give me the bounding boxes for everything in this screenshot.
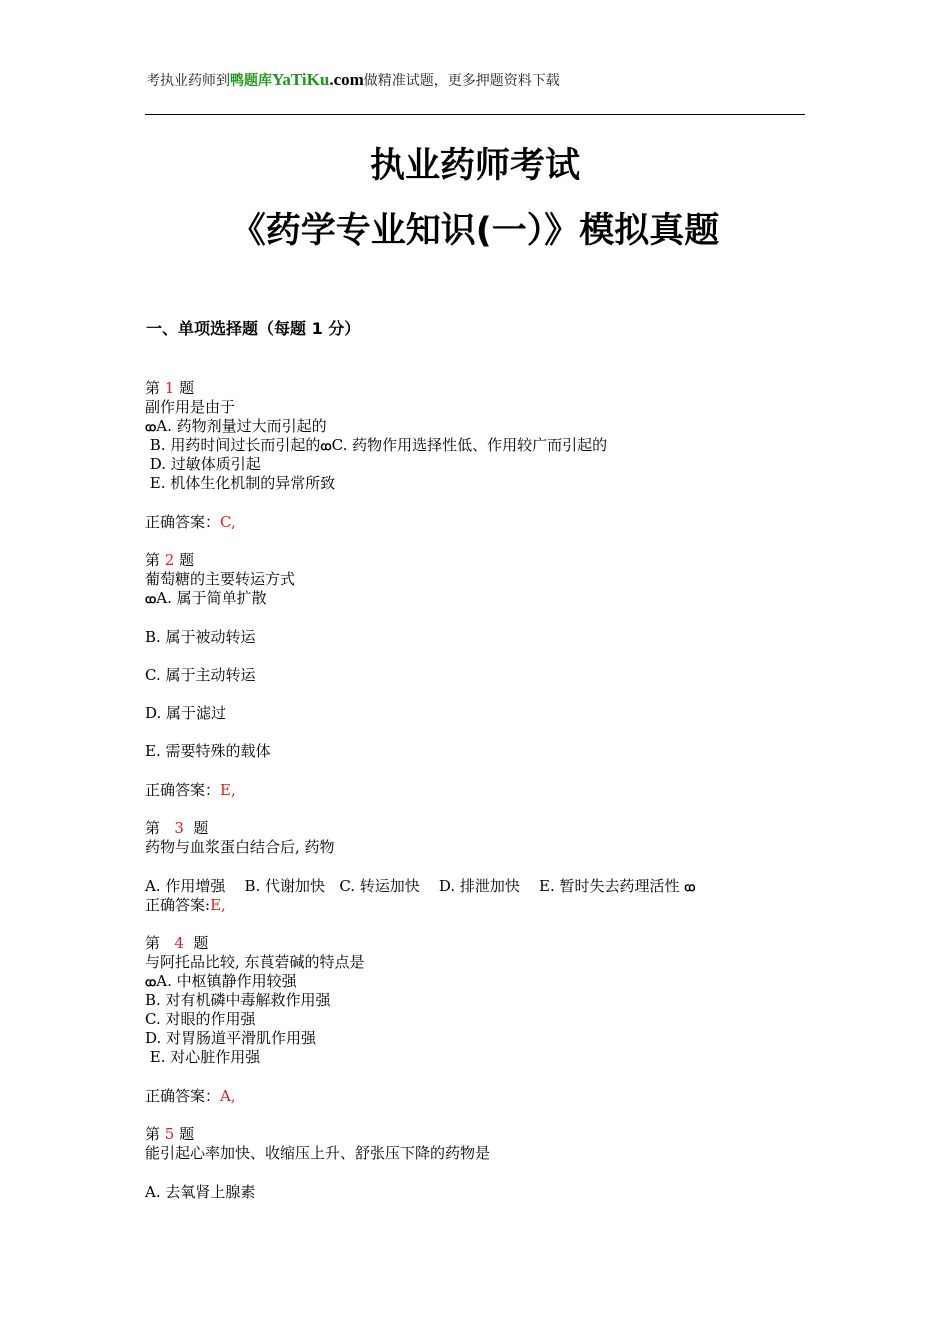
question-3-label: [145, 819, 208, 838]
question-2-answer: [145, 781, 236, 800]
question-5-stem: 能引起心率加快、收缩压上升、舒张压下降的药物是: [145, 1144, 491, 1162]
brand-name-cn[interactable]: 鸭题库: [230, 73, 272, 89]
question-label-post: 题: [193, 819, 209, 837]
question-2-option-a: [145, 589, 267, 609]
question-2-option-e: E. 需要特殊的载体: [145, 742, 271, 760]
question-label-pre: 第: [145, 819, 161, 837]
question-4-stem: 与阿托品比较, 东莨菪碱的特点是: [145, 953, 365, 971]
question-1-options-bc: [145, 436, 607, 456]
option-text: B. 用药时间过长而引起的: [149, 436, 321, 454]
question-4-option-e: [145, 1048, 260, 1067]
question-label-post: 题: [179, 379, 195, 397]
option-text: D. 排泄加快: [438, 877, 520, 895]
option-text: E. 机体生化机制的异常所致: [149, 474, 336, 492]
question-label-post: 题: [179, 1125, 195, 1143]
question-3-answer: [145, 896, 226, 915]
option-text: A. 中枢镇静作用较强: [156, 972, 297, 990]
brand-name-en[interactable]: YaTiKu: [272, 70, 330, 89]
option-text: A. 药物剂量过大而引起的: [156, 417, 327, 435]
answer-value: C,: [220, 513, 236, 531]
brand-domain[interactable]: .com: [329, 70, 364, 89]
question-1-option-d: [145, 455, 261, 474]
question-2-label: [145, 551, 194, 570]
document-subtitle: 《药学专业知识(一）》模拟真题: [230, 211, 720, 251]
answer-value: E,: [220, 781, 236, 799]
question-2-option-c: C. 属于主动转运: [145, 666, 256, 684]
option-text: C. 转运加快: [339, 877, 420, 895]
question-label-pre: 第: [145, 1125, 161, 1143]
question-4-option-b: B. 对有机磷中毒解救作用强: [145, 991, 331, 1009]
header-prefix: 考执业药师到: [146, 73, 230, 89]
option-text: C. 药物作用选择性低、作用较广而引起的: [331, 436, 608, 454]
answer-value: A,: [220, 1087, 236, 1105]
section-heading: 一、单项选择题（每题 1 分）: [146, 319, 361, 338]
question-2-stem: 葡萄糖的主要转运方式: [145, 570, 296, 588]
option-text: E. 对心脏作用强: [149, 1048, 261, 1066]
question-5-option-a: A. 去氧肾上腺素: [145, 1183, 256, 1201]
question-4-answer: [145, 1087, 236, 1106]
header-divider: [145, 114, 805, 115]
answer-label: 正确答案：: [145, 781, 221, 799]
question-2-option-d: D. 属于滤过: [145, 704, 227, 722]
question-2-option-b: B. 属于被动转运: [145, 628, 256, 646]
option-text: D. 过敏体质引起: [149, 455, 261, 473]
question-4-option-a: [145, 972, 297, 992]
option-text: B. 代谢加快: [244, 877, 326, 895]
question-number: 4: [174, 934, 184, 952]
question-1-option-e: [145, 474, 335, 493]
question-number: 1: [164, 379, 175, 397]
mark-icon: ꭃ: [145, 975, 157, 989]
question-1-answer: [145, 513, 236, 532]
question-number: 2: [164, 551, 175, 569]
question-4-option-c: C. 对眼的作用强: [145, 1010, 256, 1028]
mark-icon: ꭃ: [320, 439, 332, 453]
option-text: A. 属于简单扩散: [156, 589, 267, 607]
answer-value: E,: [210, 896, 226, 914]
header-suffix: 做精准试题，更多押题资料下载: [363, 73, 560, 89]
answer-label: 正确答案:: [145, 896, 211, 914]
option-text: A. 作用增强: [145, 877, 226, 895]
site-header: [146, 70, 560, 90]
option-text: E. 暂时失去药理活性: [539, 877, 680, 895]
question-label-pre: 第: [145, 934, 161, 952]
mark-icon: ꭃ: [145, 592, 157, 606]
question-number: 5: [164, 1125, 175, 1143]
question-label-pre: 第: [145, 551, 161, 569]
question-1-option-a: [145, 417, 327, 437]
question-5-label: [145, 1125, 194, 1144]
question-4-option-d: D. 对胃肠道平滑肌作用强: [145, 1029, 317, 1047]
question-1-label: [145, 379, 194, 398]
document-title: 执业药师考试: [369, 146, 580, 186]
question-3-options: [145, 877, 696, 897]
question-number: 3: [174, 819, 184, 837]
question-label-post: 题: [179, 551, 195, 569]
mark-icon: ꭃ: [684, 880, 696, 894]
question-3-stem: 药物与血浆蛋白结合后, 药物: [145, 838, 335, 856]
answer-label: 正确答案：: [145, 513, 221, 531]
answer-label: 正确答案：: [145, 1087, 221, 1105]
question-label-post: 题: [193, 934, 209, 952]
mark-icon: ꭃ: [145, 420, 157, 434]
question-1-stem: 副作用是由于: [145, 398, 236, 416]
question-label-pre: 第: [145, 379, 161, 397]
question-4-label: [145, 934, 208, 953]
